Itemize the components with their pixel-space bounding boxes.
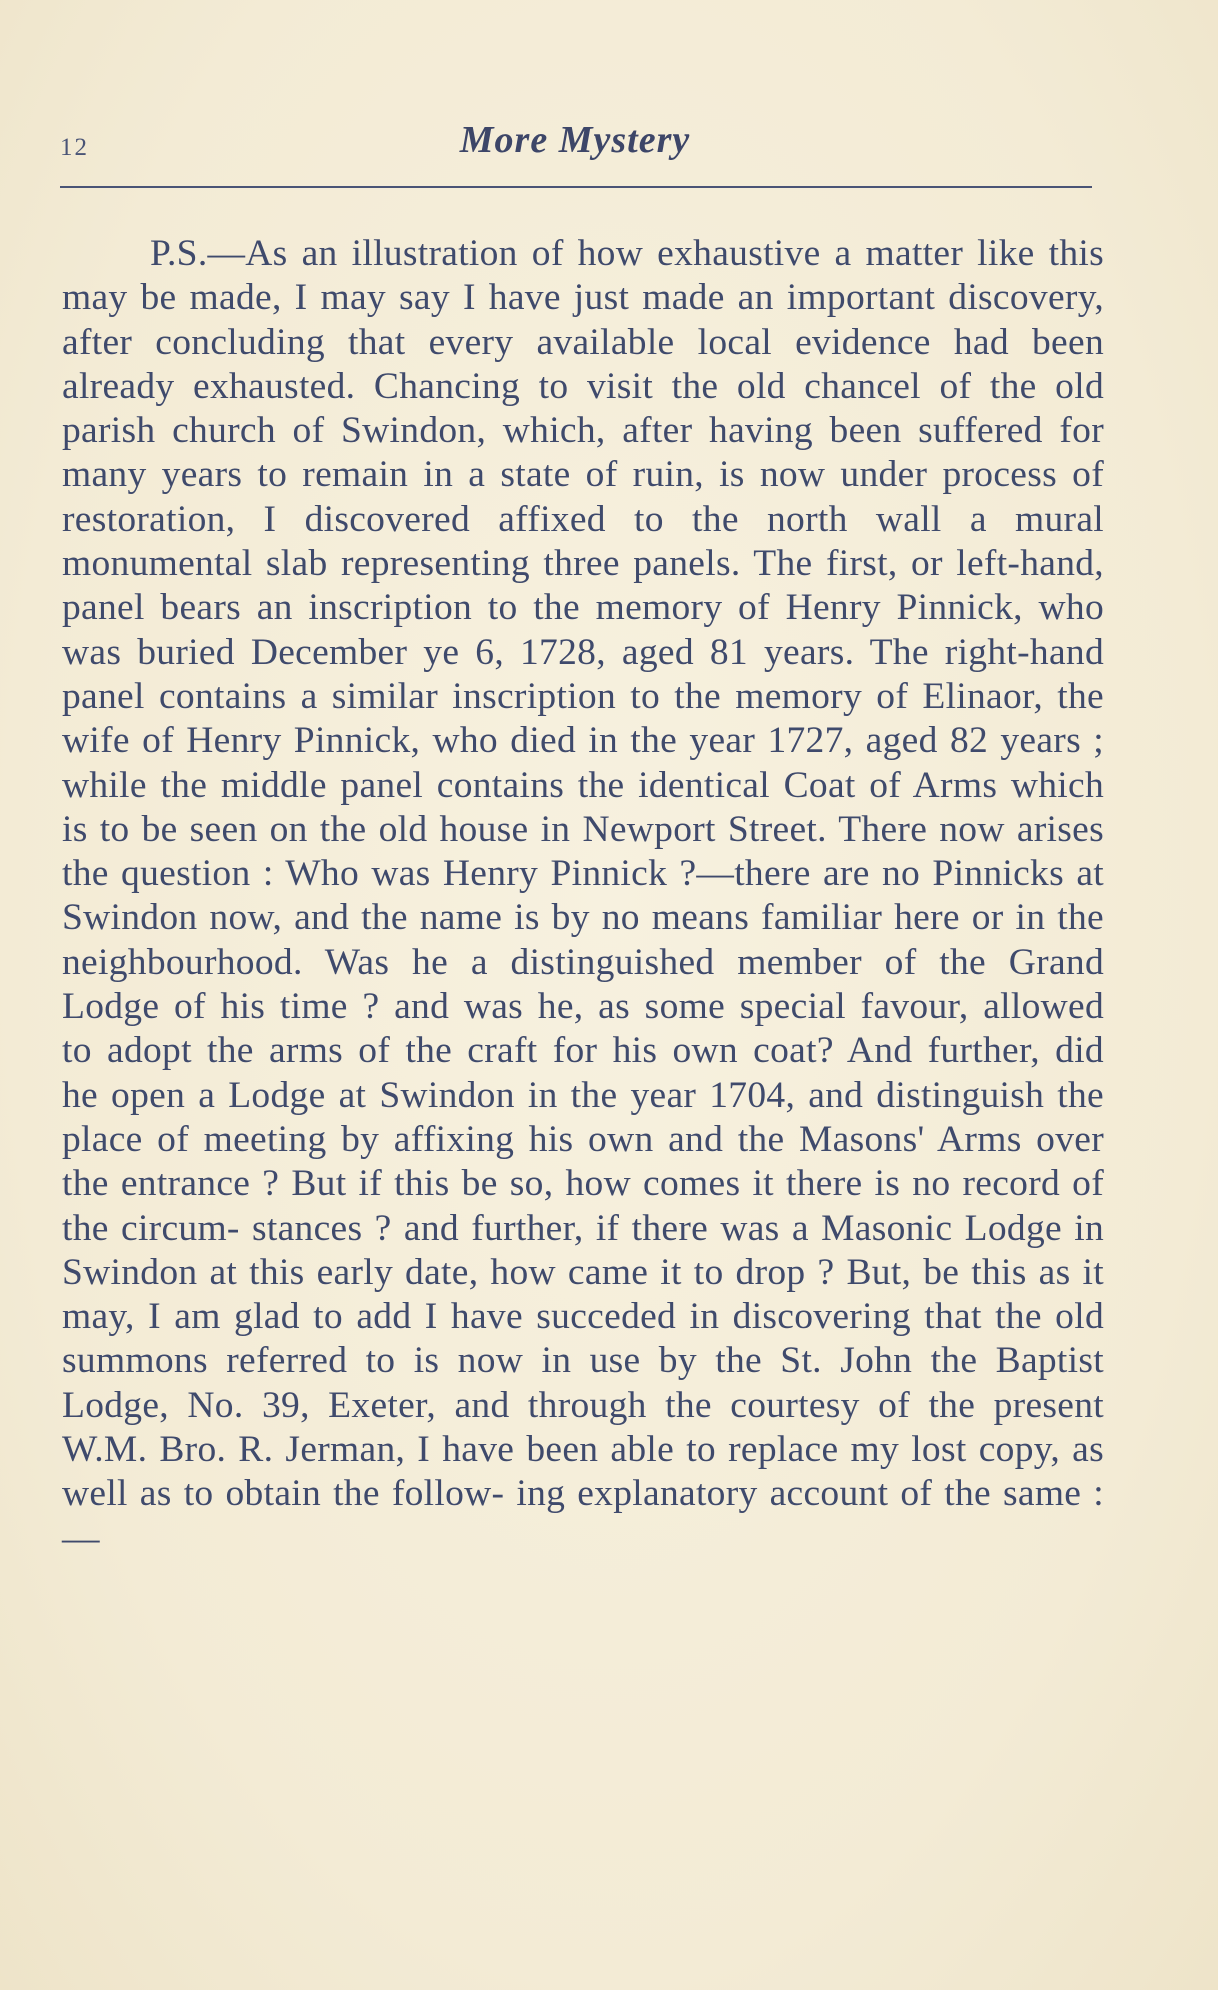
- page-header: [60, 118, 1090, 168]
- running-title: More Mystery: [459, 119, 691, 161]
- header-rule: [60, 186, 1092, 188]
- body-paragraph: P.S.—As an illustration of how exhaustive a matter like this may be made, I may say I have just made an important discovery, after concluding that every available local evidence had been already exhausted. Chancing to visit the old chancel of the old parish church of Swindon, which, after having been suffered for many years to remain in a state of ruin, is now under process of restoration, I discovered affixed to the north wall a mural monumental slab representing three panels. The first, or left-hand, panel bears an inscription to the memory of Henry Pinnick, who was buried December ye 6, 1728, aged 81 years. The right-hand panel contains a similar inscription to the memory of Elinaor, the wife of Henry Pinnick, who died in the year 1727, aged 82 years ; while the middle panel contains the identical Coat of Arms which is to be seen on the old house in Newport Street. There now arises the question : Who was Henry Pinnick ?—there are no Pinnicks at Swindon now, and the name is by no means familiar here or in the neighbourhood. Was he a distinguished member of the Grand Lodge of his time ? and was he, as some special favour, allowed to adopt the arms of the craft for his own coat? And further, did he open a Lodge at Swindon in the year 1704, and distinguish the place of meeting by affixing his own and the Masons' Arms over the entrance ? But if this be so, how comes it there is no record of the circum- stances ? and further, if there was a Masonic Lodge in Swindon at this early date, how came it to drop ? But, be this as it may, I am glad to add I have succeded in discovering that the old summons referred to is now in use by the St. John the Baptist Lodge, No. 39, Exeter, and through the courtesy of the present W.M. Bro. R. Jerman, I have been able to replace my lost copy, as well as to obtain the follow- ing explanatory account of the same :—: [62, 233, 1104, 1559]
- page-number: 12: [60, 134, 89, 161]
